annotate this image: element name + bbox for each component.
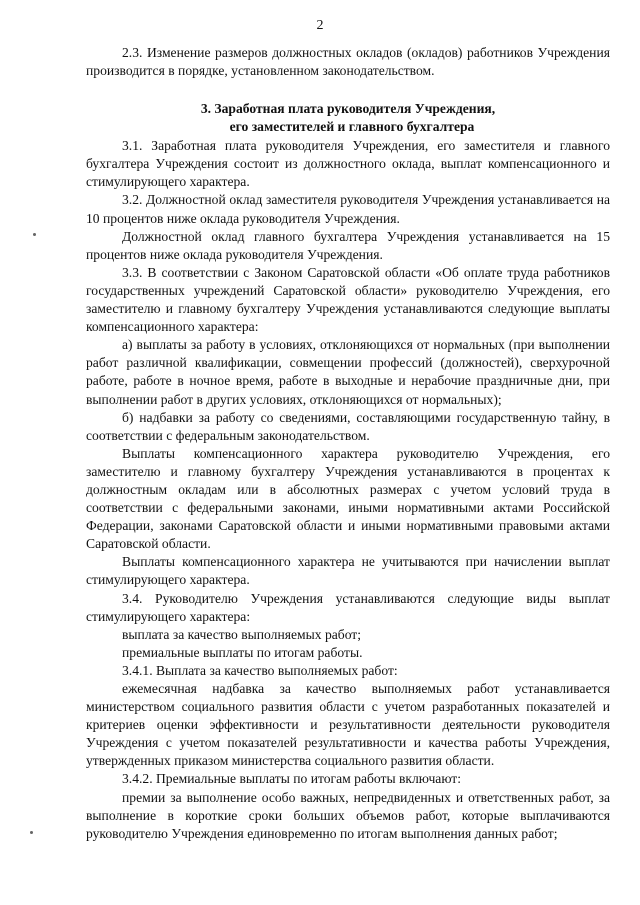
paragraph-3-2: 3.2. Должностной оклад заместителя руководителя Учреждения устанавливается на 10 процентов ниже оклада руководителя Учреждения. xyxy=(86,192,610,226)
scan-mark xyxy=(33,233,36,236)
page-number: 2 xyxy=(316,18,324,33)
paragraph-3-4-2-bonuses: премии за выполнение особо важных, непредвиденных и ответственных работ, за выполнение в короткие сроки больших объемов работ, которые выплачиваются руководителю Учреждения единовременно по итогам выполнения данных работ; xyxy=(86,789,610,841)
paragraph-3-3-compensation: Выплаты компенсационного характера руководителю Учреждения, его заместителю и главному бухгалтеру Учреждения устанавливаются в процентах к должностным окладам или в абсолютных размерах с учетом условий труда в соответствии с федеральными законами, иными нормативными актами Российской Федерации, законами Саратовской области и иными нормативными правовыми актами Саратовской области. xyxy=(86,445,610,552)
paragraph-3-3-note: Выплаты компенсационного характера не учитываются при начислении выплат стимулирующего характера. xyxy=(86,554,610,588)
paragraph-3-4-1: 3.4.1. Выплата за качество выполняемых работ: xyxy=(122,662,398,678)
paragraph-3-3-item-b: б) надбавки за работу со сведениями, составляющими государственную тайну, в соответствии с федеральным законодательством. xyxy=(86,409,610,443)
paragraph-3-4: 3.4. Руководителю Учреждения устанавливаются следующие виды выплат стимулирующего характера: xyxy=(86,590,610,624)
section-heading xyxy=(86,100,610,136)
paragraph-3-3-item-a: а) выплаты за работу в условиях, отклоняющихся от нормальных (при выполнении работ различной квалификации, совмещении профессий (должностей), сверхурочной работе, работе в ночное время, работе в выходные и нерабочие праздничные дни, при выполнении работ в других условиях, отклоняющихся от нормальных); xyxy=(86,337,610,407)
paragraph-3-4-item-2: премиальные выплаты по итогам работы. xyxy=(122,644,363,660)
paragraph-3-4-1-allowance: ежемесячная надбавка за качество выполняемых работ устанавливается министерством социального развития области с учетом разработанных показателей и критериев оценки эффективности и результативности деятельности руководителя Учреждения с учетом показателей результативности и качества работы Учреждения, утвержденных приказом министерства социального развития области. xyxy=(86,681,610,769)
paragraph-3-4-2: 3.4.2. Премиальные выплаты по итогам работы включают: xyxy=(122,771,462,787)
paragraph-3-1: 3.1. Заработная плата руководителя Учреждения, его заместителя и главного бухгалтера Учреждения состоит из должностного оклада, выплат компенсационного и стимулирующего характера. xyxy=(86,138,610,190)
paragraph-3-3: 3.3. В соответствии с Законом Саратовской области «Об оплате труда работников государственных учреждений Саратовской области» руководителю Учреждения, его заместителю и главному бухгалтеру Учреждения устанавливаются следующие выплаты компенсационного характера: xyxy=(86,264,610,335)
document-body xyxy=(86,44,610,843)
section-heading-line-1: 3. Заработная плата руководителя Учреждения, xyxy=(200,101,496,117)
paragraph-3-4-item-1: выплата за качество выполняемых работ; xyxy=(122,626,362,642)
paragraph-2-3: 2.3. Изменение размеров должностных окладов (окладов) работников Учреждения производится в порядке, установленном законодательством. xyxy=(86,45,610,79)
scan-mark xyxy=(30,831,33,834)
paragraph-3-2-chief-accountant: Должностной оклад главного бухгалтера Учреждения устанавливается на 15 процентов ниже оклада руководителя Учреждения. xyxy=(86,228,610,262)
section-heading-line-2: его заместителей и главного бухгалтера xyxy=(229,119,475,135)
